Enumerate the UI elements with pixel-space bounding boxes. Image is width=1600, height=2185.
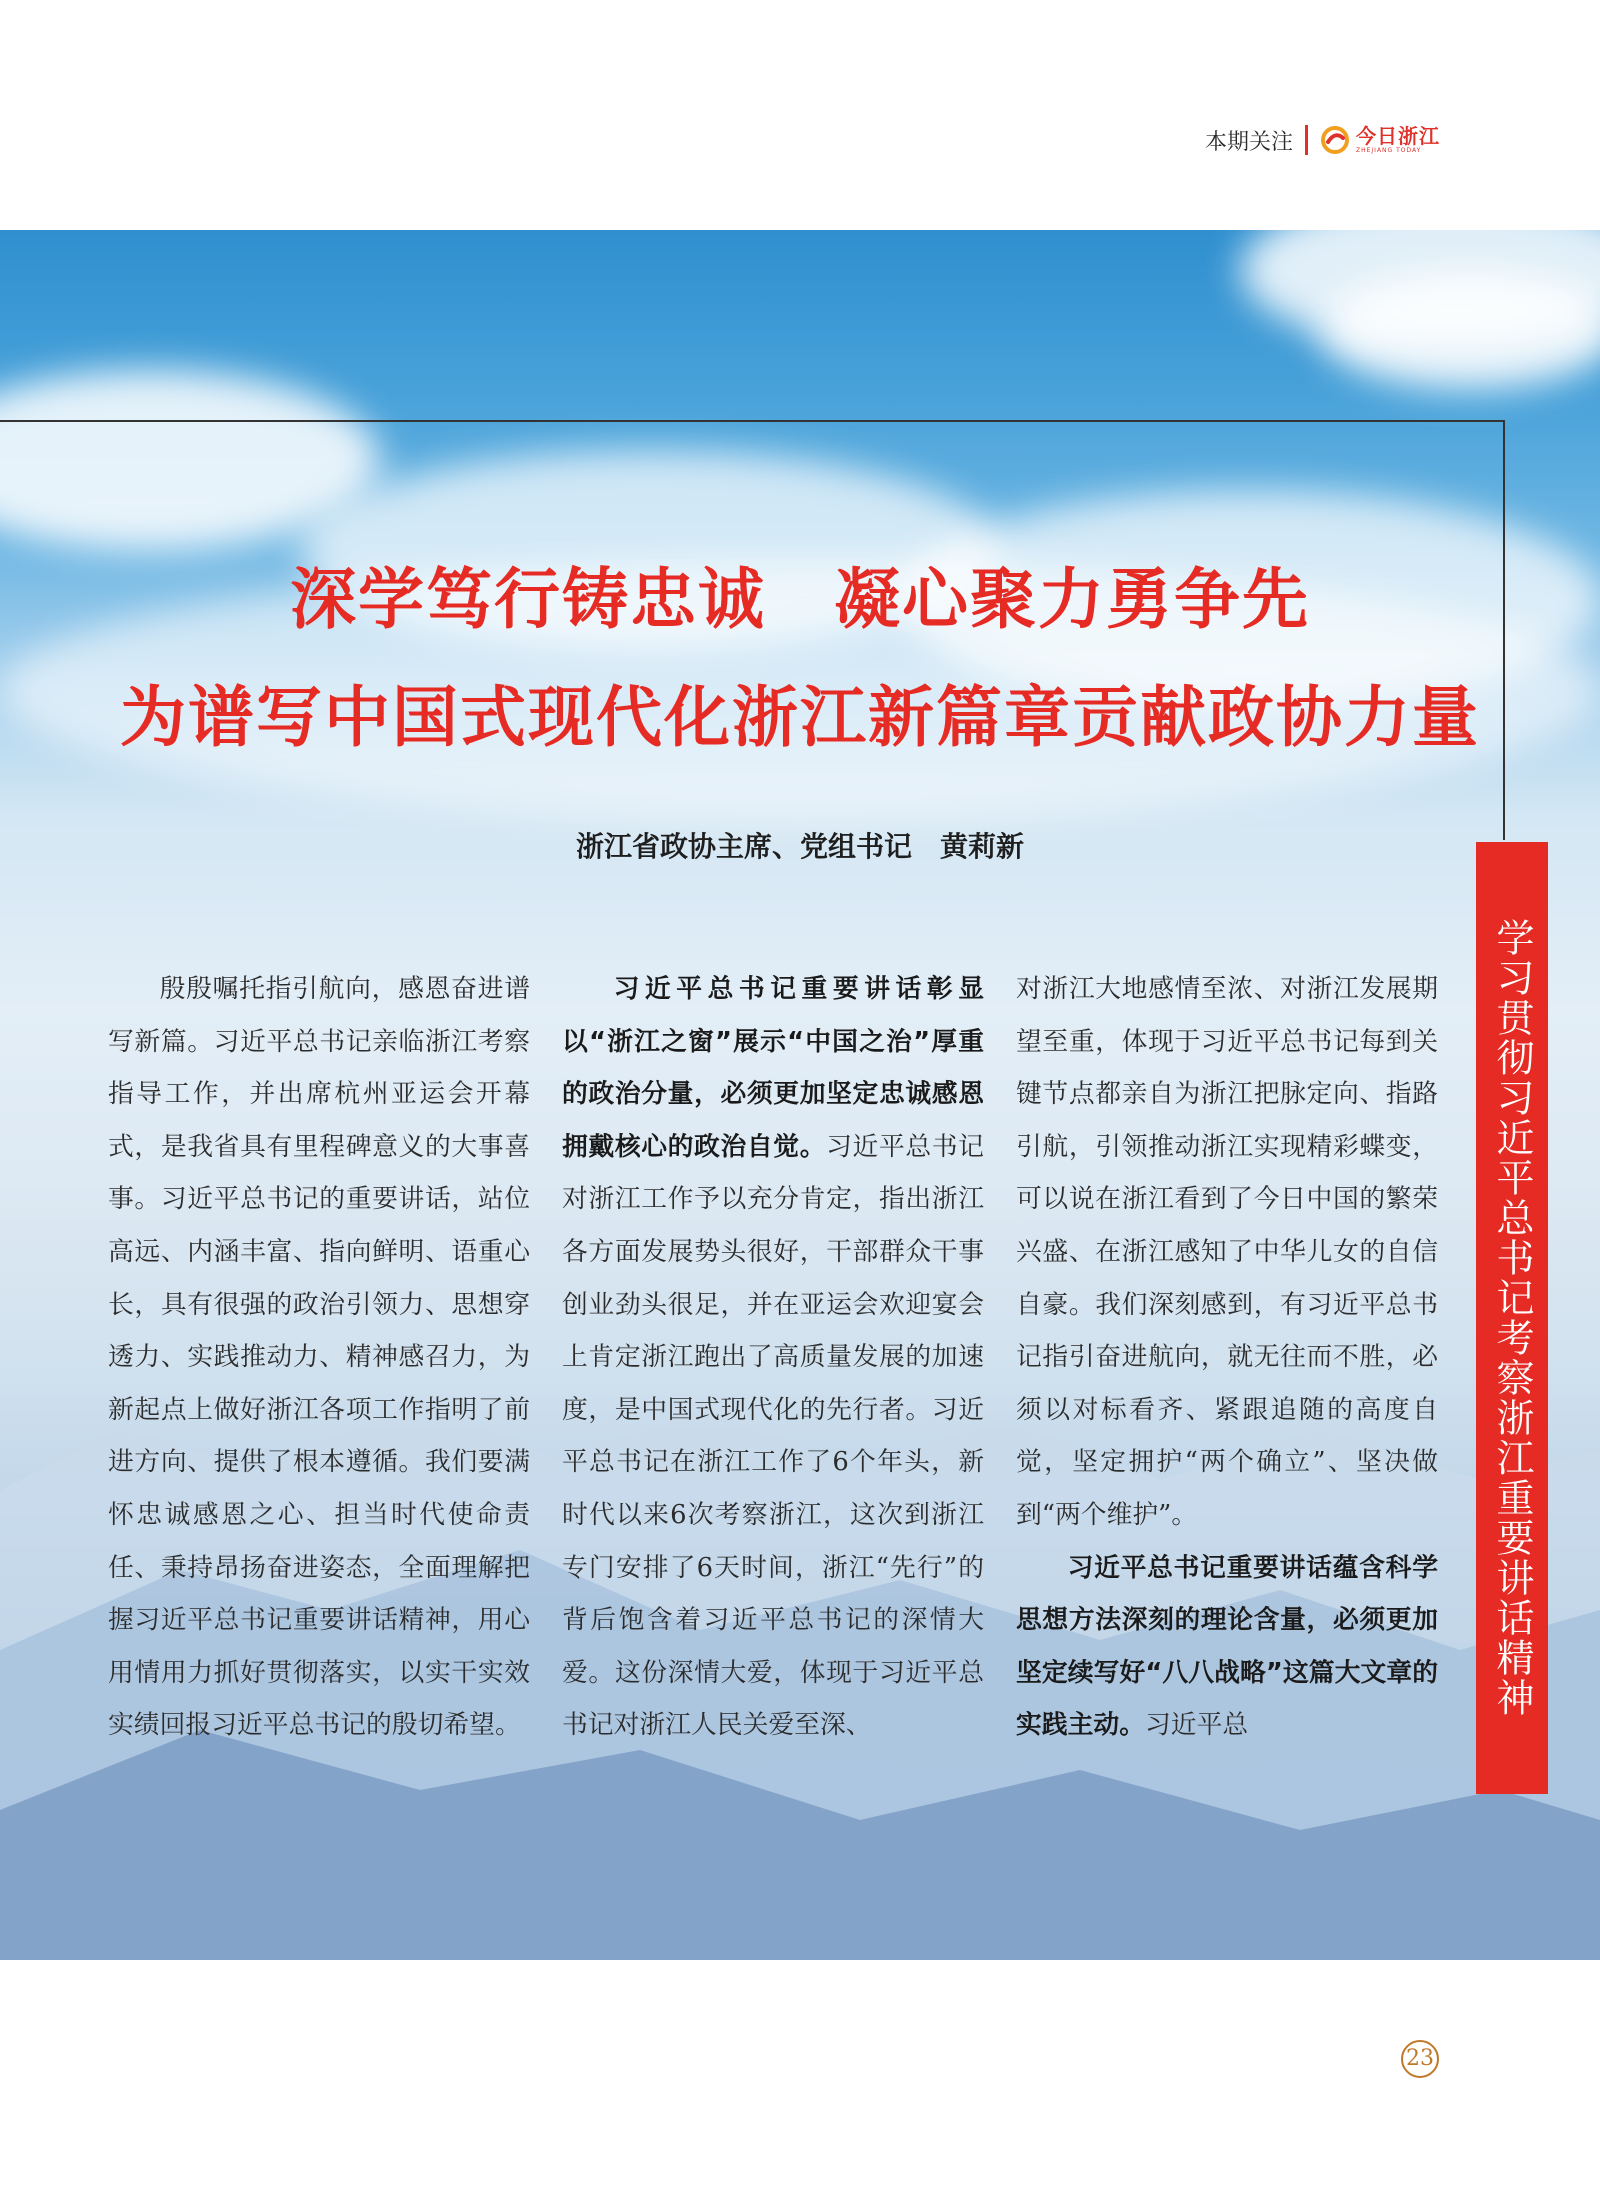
headline-line-2: 为谱写中国式现代化浙江新篇章贡献政协力量 <box>120 678 1480 756</box>
logo-english-text: ZHEJIANG TODAY <box>1356 147 1422 154</box>
magazine-logo <box>1320 125 1440 155</box>
paragraph <box>562 963 984 1752</box>
paragraph-continued: 对浙江大地感情至浓、对浙江发展期望至重，体现于习近平总书记每到关键节点都亲自为浙江把脉定向、指路引航，引领推动浙江实现精彩蝶变，可以说在浙江看到了今日中国的繁荣兴盛、在浙江感知了中华儿女的自信自豪。我们深刻感到，有习近平总书记指引奋进航向，就无往而不胜，必须以对标看齐、紧跟追随的高度自觉，坚定拥护“两个确立”、坚决做到“两个维护”。 <box>1016 974 1438 1530</box>
key-point-bold: 习近平总书记重要讲话彰显以“浙江之窗”展示“中国之治”厚重的政治分量，必须更加坚定忠诚感恩拥戴核心的政治自觉。 <box>562 974 984 1162</box>
article-column-2 <box>562 963 984 1752</box>
article-column-1 <box>108 963 530 1752</box>
header-divider <box>1305 125 1308 155</box>
article-column-3 <box>1016 963 1438 1752</box>
paragraph: 殷殷嘱托指引航向，感恩奋进谱写新篇。习近平总书记亲临浙江考察指导工作，并出席杭州亚运会开幕式，是我省具有里程碑意义的大事喜事。习近平总书记的重要讲话，站位高远、内涵丰富、指向鲜明、语重心长，具有很强的政治引领力、思想穿透力、实践推动力、精神感召力，为新起点上做好浙江各项工作指明了前进方向、提供了根本遵循。我们要满怀忠诚感恩之心、担当时代使命责任、秉持昂扬奋进姿态，全面理解把握习近平总书记重要讲话精神，用心用情用力抓好贯彻落实，以实干实效实绩回报习近平总书记的殷切希望。 <box>108 974 530 1741</box>
page-number: 23 <box>1401 2040 1439 2078</box>
logo-emblem-icon <box>1320 125 1350 155</box>
paragraph-text: 习近平总 <box>1145 1710 1249 1741</box>
paragraph <box>1016 1542 1438 1752</box>
vertical-topic-banner <box>1476 842 1548 1794</box>
section-label: 本期关注 <box>1204 129 1293 155</box>
key-point-bold: 习近平总书记重要讲话蕴含科学思想方法深刻的理论含量，必须更加坚定续写好“八八战略”这篇大文章的实践主动。 <box>1016 1552 1438 1741</box>
logo-chinese-text: 今日浙江 <box>1356 124 1440 148</box>
author-byline: 浙江省政协主席、党组书记 黄莉新 <box>575 830 1024 863</box>
banner-text: 学习贯彻习近平总书记考察浙江重要讲话精神 <box>1490 918 1534 1718</box>
paragraph-text: 习近平总书记对浙江工作予以充分肯定，指出浙江各方面发展势头很好，干部群众干事创业劲头很足，并在亚运会欢迎宴会上肯定浙江跑出了高质量发展的加速度，是中国式现代化的先行者。习近平总书记在浙江工作了6个年头，新时代以来6次考察浙江，这次到浙江专门安排了6天时间，浙江“先行”的背后饱含着习近平总书记的深情大爱。这份深情大爱，体现于习近平总书记对浙江人民关爱至深、 <box>562 1131 984 1741</box>
page-header <box>1205 118 1440 162</box>
headline-line-1: 深学笃行铸忠诚 凝心聚力勇争先 <box>290 560 1310 638</box>
frame-line-top <box>0 420 1505 422</box>
